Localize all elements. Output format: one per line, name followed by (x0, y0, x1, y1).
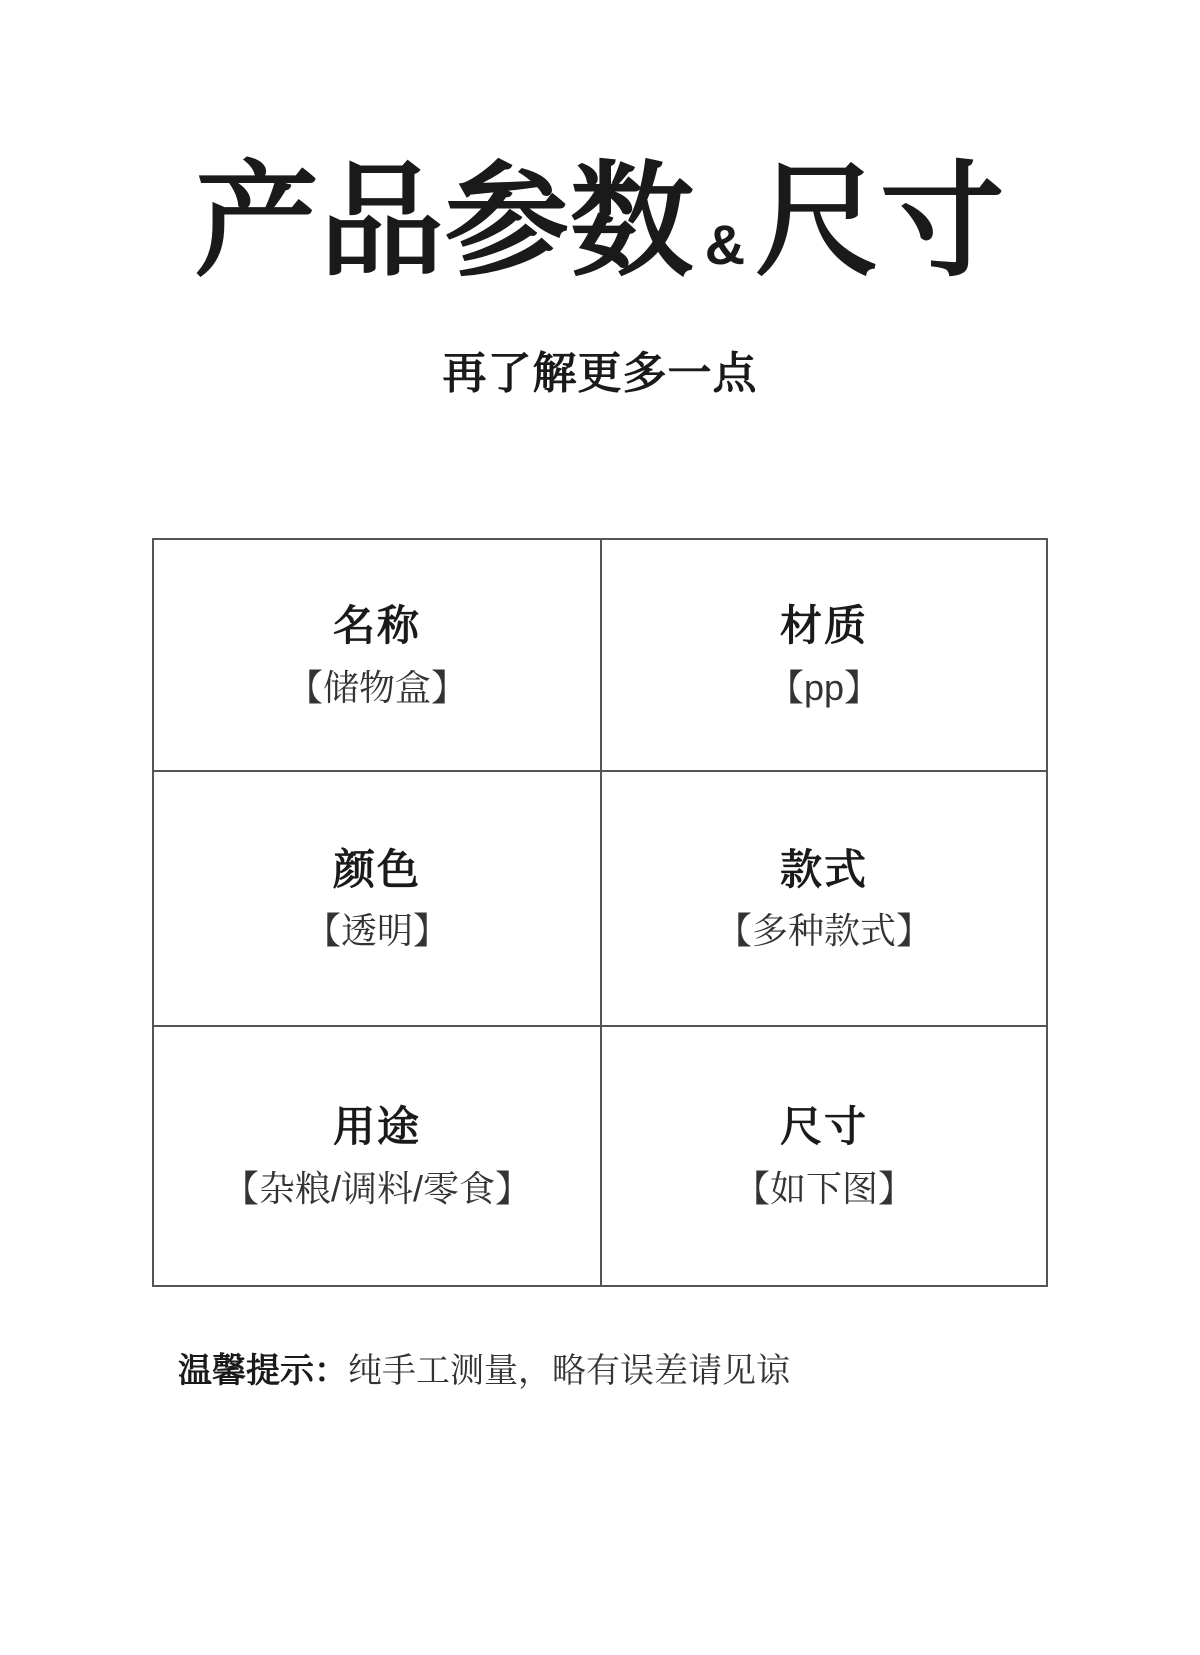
spec-value-color: 【透明】 (304, 910, 449, 952)
page-subtitle: 再了解更多一点 (442, 349, 758, 398)
spec-cell-material (600, 540, 1046, 770)
spec-label-color: 颜色 (332, 845, 421, 893)
spec-value-usage: 【杂粮/调料/零食】 (222, 1167, 531, 1209)
spec-cell-color (154, 770, 600, 1025)
warm-tip-note (178, 1349, 790, 1393)
spec-label-name: 名称 (332, 602, 421, 650)
spec-label-usage: 用途 (332, 1103, 421, 1151)
spec-label-material: 材质 (779, 602, 868, 650)
spec-value-style: 【多种款式】 (715, 910, 932, 952)
spec-label-style: 款式 (779, 845, 868, 893)
spec-label-size: 尺寸 (779, 1103, 868, 1151)
page-title (0, 153, 1200, 291)
warm-tip-text: 纯手工测量，略有误差请见谅 (348, 1352, 790, 1390)
spec-value-size: 【如下图】 (733, 1167, 914, 1209)
spec-cell-usage (154, 1025, 600, 1285)
spec-cell-size (600, 1025, 1046, 1285)
warm-tip-prefix: 温馨提示： (178, 1352, 348, 1390)
page-title-main: 产品参数 (194, 153, 695, 291)
page-title-tail: 尺寸 (755, 153, 1006, 291)
spec-table (152, 538, 1048, 1287)
spec-value-name: 【储物盒】 (286, 666, 467, 708)
ampersand-glyph: & (704, 213, 746, 276)
spec-cell-style (600, 770, 1046, 1025)
spec-value-material: 【pp】 (767, 666, 881, 708)
spec-cell-name (154, 540, 600, 770)
